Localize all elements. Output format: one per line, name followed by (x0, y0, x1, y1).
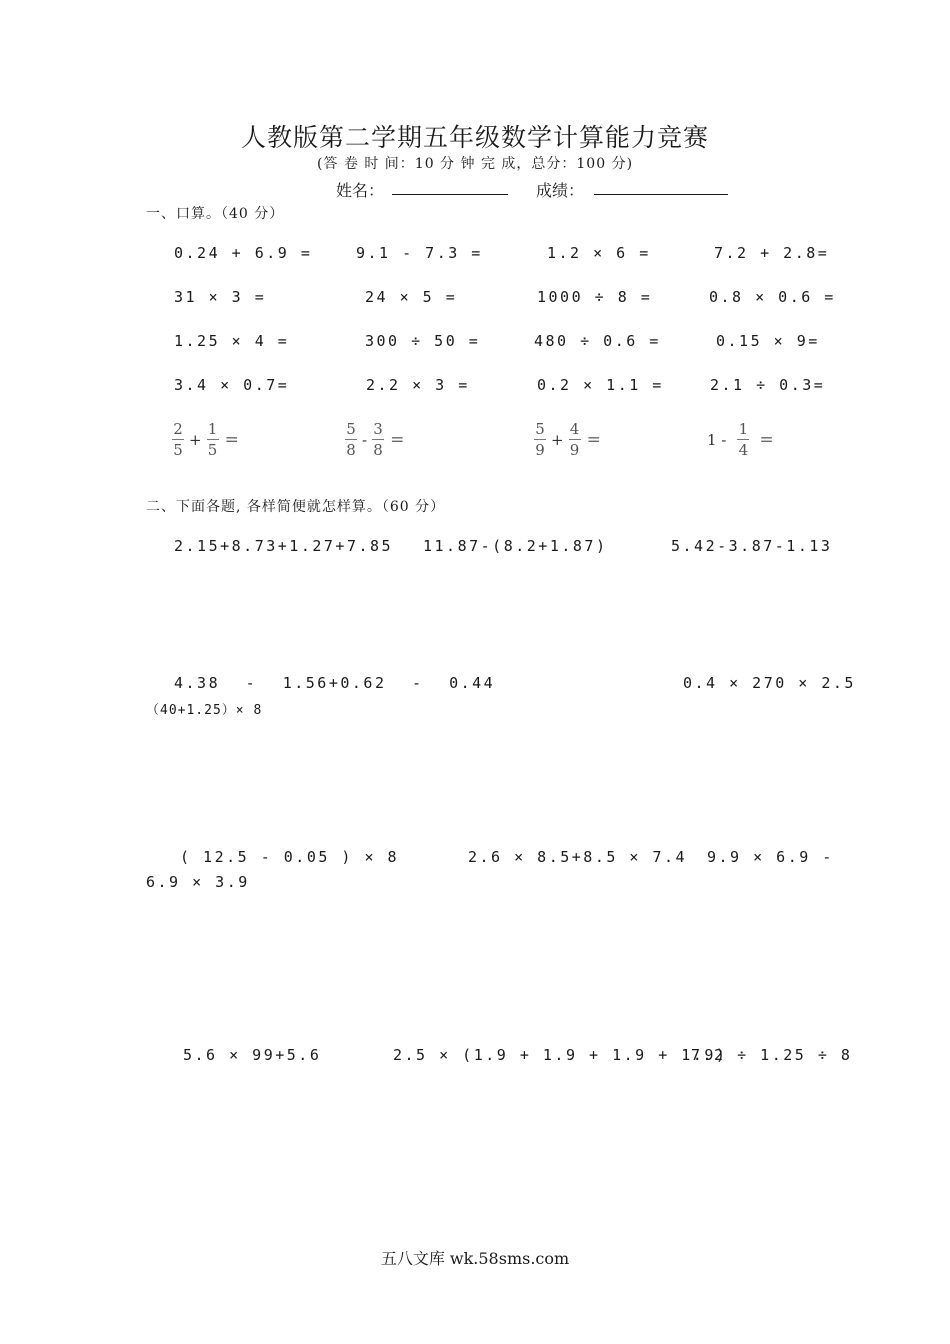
section-1-heading: 一、口算。（40 分） (146, 206, 285, 222)
denominator: 4 (738, 441, 749, 459)
mental-problem: 3.4 × 0.7= (174, 376, 290, 394)
calc-problem: 5.42-3.87-1.13 (671, 537, 833, 555)
calc-problem: 11.87-(8.2+1.87) (423, 537, 608, 555)
mental-problem: 2.1 ÷ 0.3= (710, 376, 826, 394)
calc-problem: 5.6 × 99+5.6 (183, 1046, 322, 1064)
equals-sign: = (224, 429, 239, 450)
operator: + (551, 430, 564, 449)
fraction (569, 420, 581, 459)
numerator: 5 (346, 420, 356, 438)
numerator: 4 (569, 420, 580, 438)
fraction (345, 420, 357, 459)
calc-problem: 9.9 × 6.9 - (707, 848, 834, 866)
mental-problem: 1000 ÷ 8 = (537, 288, 653, 306)
section-2-heading: 二、下面各题, 各样简便就怎样算。（60 分） (146, 499, 446, 515)
fraction (534, 420, 546, 459)
operator: + (189, 430, 202, 449)
mental-problem: 0.2 × 1.1 = (537, 376, 664, 394)
denominator: 5 (173, 441, 183, 459)
numerator: 1 (738, 420, 749, 438)
numerator: 1 (207, 420, 218, 438)
mental-problem: 1.2 × 6 = (547, 244, 651, 262)
fraction-problem (170, 420, 239, 459)
mental-problem: 1.25 × 4 = (174, 332, 290, 350)
calc-problem: 0.4 × 270 × 2.5 (683, 674, 856, 692)
calc-problem: ( 12.5 - 0.05 ) × 8 (180, 848, 400, 866)
exam-info: (答 卷 时 间：10 分 钟 完 成，总分：100 分) (316, 156, 634, 172)
mental-problem: 0.15 × 9= (716, 332, 820, 350)
numerator: 3 (373, 420, 383, 438)
fraction-problem (704, 420, 774, 459)
mental-problem: 31 × 3 = (174, 288, 267, 306)
page-title: 人教版第二学期五年级数学计算能力竞赛 (240, 123, 709, 152)
mental-problem: 7.2 + 2.8= (714, 244, 830, 262)
mental-problem: 480 ÷ 0.6 = (534, 332, 661, 350)
fraction (737, 420, 749, 459)
mental-problem: 2.2 × 3 = (366, 376, 470, 394)
score-label: 成绩： (536, 181, 585, 200)
whole-number: 1 - (707, 430, 727, 449)
equals-sign: = (390, 429, 405, 450)
calc-problem-continued: 6.9 × 3.9 (146, 873, 250, 891)
calc-problem: 2.5 × (1.9 + 1.9 + 1.9 + 1.9) (393, 1046, 728, 1064)
score-blank[interactable] (594, 194, 728, 195)
denominator: 5 (207, 441, 218, 459)
numerator: 5 (535, 420, 545, 438)
calc-problem: 2.6 × 8.5+8.5 × 7.4 (468, 848, 688, 866)
footer-watermark: 五八文库 wk.58sms.com (380, 1249, 570, 1268)
name-label: 姓名： (336, 181, 385, 200)
calc-problem: 4.38 - 1.56+0.62 - 0.44 (174, 674, 496, 692)
operator: - (362, 430, 368, 449)
mental-problem: 24 × 5 = (365, 288, 458, 306)
fraction-problem (343, 420, 404, 459)
fraction (172, 420, 184, 459)
mental-problem: 9.1 - 7.3 = (356, 244, 483, 262)
denominator: 9 (535, 441, 545, 459)
mental-problem: 300 ÷ 50 = (365, 332, 481, 350)
fraction-problem (532, 420, 601, 459)
fraction (207, 420, 219, 459)
denominator: 8 (373, 441, 383, 459)
equals-sign: = (586, 429, 601, 450)
calc-problem: （40+1.25）× 8 (146, 703, 263, 718)
calc-problem: 2.15+8.73+1.27+7.85 (174, 537, 394, 555)
denominator: 9 (569, 441, 580, 459)
numerator: 2 (173, 420, 183, 438)
fraction (372, 420, 384, 459)
mental-problem: 0.8 × 0.6 = (709, 288, 836, 306)
name-blank[interactable] (392, 194, 508, 195)
calc-problem: 7.2 ÷ 1.25 ÷ 8 (691, 1046, 853, 1064)
mental-problem: 0.24 + 6.9 = (174, 244, 313, 262)
equals-sign: = (759, 429, 774, 450)
denominator: 8 (346, 441, 356, 459)
